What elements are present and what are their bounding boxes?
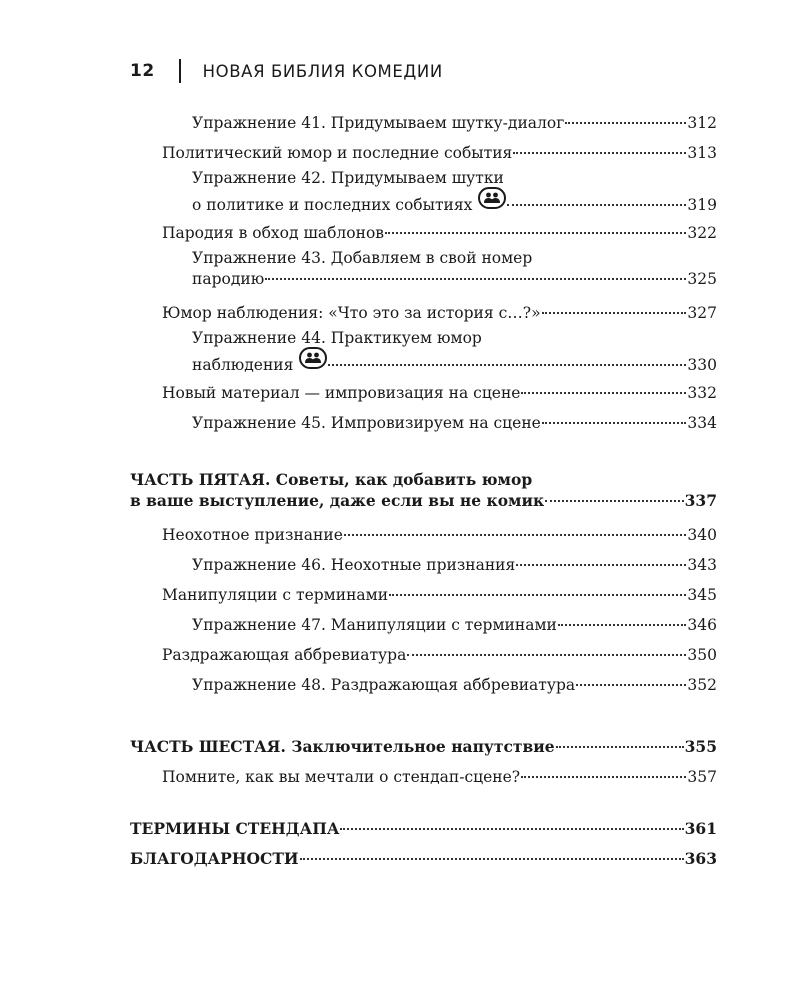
toc-entry[interactable] [130,520,717,550]
dot-leader [542,311,687,314]
toc-entry-title: Упражнение 41. Придумываем шутку-диалог [192,114,565,132]
toc-entry-line [130,168,717,188]
toc-entry[interactable] [130,248,717,290]
toc-page-number: 332 [687,384,717,402]
toc-entry-line [130,844,717,874]
dot-leader [542,421,687,424]
dot-leader [556,745,684,748]
toc-entry[interactable] [130,328,717,374]
toc-entry[interactable] [130,218,717,248]
toc-entry-title: БЛАГОДАРНОСТИ [130,849,299,868]
toc-entry-line [130,298,717,328]
toc-entry-title: Упражнение 47. Манипуляции с терминами [192,616,557,634]
toc-entry-title: Политический юмор и последние события [162,144,513,162]
dot-leader [265,277,686,280]
toc-page-number: 319 [687,196,717,214]
toc-page-number: 325 [687,270,717,288]
toc-entry[interactable] [130,610,717,640]
toc-entry[interactable] [130,762,717,792]
toc-entry-line [130,580,717,610]
toc-page-number: 337 [684,491,717,510]
dot-leader [328,363,686,366]
dot-leader [576,683,686,686]
toc-entry-title: наблюдения [192,356,294,374]
dot-leader [545,499,683,502]
toc-entry-line [130,550,717,580]
toc-entry-title: Упражнение 43. Добавляем в свой номер [192,249,533,267]
group-people-icon [478,187,506,209]
book-title: НОВАЯ БИБЛИЯ КОМЕДИИ [202,61,443,81]
toc-entry-title: Юмор наблюдения: «Что это за история с…?» [162,304,541,322]
toc-entry[interactable] [130,580,717,610]
toc-page-number: 361 [684,819,717,838]
toc-page-number: 313 [687,144,717,162]
toc-entry-title: Манипуляции с терминами [162,586,389,604]
toc-entry-title: Упражнение 42. Придумываем шутки [192,169,504,187]
toc-entry[interactable] [130,732,717,762]
toc-entry[interactable] [130,640,717,670]
toc-entry[interactable] [130,408,717,438]
toc-page-number: 355 [684,737,717,756]
toc-page-number: 357 [687,768,717,786]
toc-entry-line [130,138,717,168]
toc-entry-line [130,108,717,138]
toc-entry-title: Упражнение 48. Раздражающая аббревиатура [192,676,576,694]
toc-entry[interactable] [130,298,717,328]
dot-leader [521,775,686,778]
toc-entry-title: Пародия в обход шаблонов [162,224,385,242]
dot-leader [389,593,686,596]
group-people-icon [299,347,327,369]
toc-entry-line [130,328,717,348]
toc-page-number: 346 [687,616,717,634]
toc-entry-title: ЧАСТЬ ПЯТАЯ. Советы, как добавить юмор [130,470,533,489]
toc-page-number: 312 [687,114,717,132]
toc-entry-line [130,670,717,700]
toc-entry-title: Упражнение 45. Импровизируем на сцене [192,414,541,432]
toc-entry-title: ЧАСТЬ ШЕСТАЯ. Заключительное напутствие [130,737,555,756]
toc-entry-title: ТЕРМИНЫ СТЕНДАПА [130,819,340,838]
toc-entry-line [130,814,717,844]
table-of-contents [130,108,717,874]
toc-entry[interactable] [130,844,717,874]
dot-leader [513,151,686,154]
running-header [130,56,443,86]
toc-page-number: 322 [687,224,717,242]
toc-entry-line [130,610,717,640]
dot-leader [521,391,686,394]
toc-entry[interactable] [130,138,717,168]
toc-entry-line [130,218,717,248]
toc-page-number: 334 [687,414,717,432]
section-gap [130,438,717,470]
toc-entry-line [130,248,717,268]
toc-entry[interactable] [130,550,717,580]
toc-entry[interactable] [130,168,717,214]
toc-entry-line [130,732,717,762]
toc-entry[interactable] [130,108,717,138]
page-number: 12 [130,61,155,81]
toc-entry-title: пародию [192,270,265,288]
toc-entry-title: в ваше выступление, даже если вы не комик [130,491,545,510]
toc-entry[interactable] [130,670,717,700]
toc-entry-line [130,348,717,374]
toc-entry-title: Упражнение 46. Неохотные признания [192,556,516,574]
toc-page-number: 352 [687,676,717,694]
dot-leader [516,563,686,566]
dot-leader [340,827,683,830]
toc-entry-title: Неохотное признание [162,526,343,544]
dot-leader [300,857,684,860]
header-divider [179,59,181,83]
toc-page-number: 327 [687,304,717,322]
dot-leader [507,203,686,206]
dot-leader [407,653,686,656]
dot-leader [565,121,686,124]
toc-entry-line [130,408,717,438]
toc-entry-title: Упражнение 44. Практикуем юмор [192,329,482,347]
toc-entry-line [130,470,717,490]
dot-leader [558,623,687,626]
toc-entry[interactable] [130,378,717,408]
toc-entry-line [130,268,717,290]
section-gap [130,792,717,814]
toc-entry-line [130,378,717,408]
toc-entry-line [130,490,717,512]
toc-entry-line [130,520,717,550]
toc-entry-line [130,640,717,670]
toc-entry-title: Помните, как вы мечтали о стендап-сцене? [162,768,521,786]
toc-page-number: 340 [687,526,717,544]
toc-entry-title: о политике и последних событиях [192,196,473,214]
toc-entry[interactable] [130,470,717,512]
section-gap [130,700,717,732]
dot-leader [344,533,687,536]
toc-entry[interactable] [130,814,717,844]
toc-page-number: 363 [684,849,717,868]
toc-page-number: 343 [687,556,717,574]
toc-entry-title: Раздражающая аббревиатура [162,646,407,664]
toc-entry-title: Новый материал — импровизация на сцене [162,384,521,402]
toc-entry-line [130,762,717,792]
toc-page-number: 330 [687,356,717,374]
toc-page-number: 345 [687,586,717,604]
toc-entry-line [130,188,717,214]
toc-page-number: 350 [687,646,717,664]
dot-leader [385,231,686,234]
